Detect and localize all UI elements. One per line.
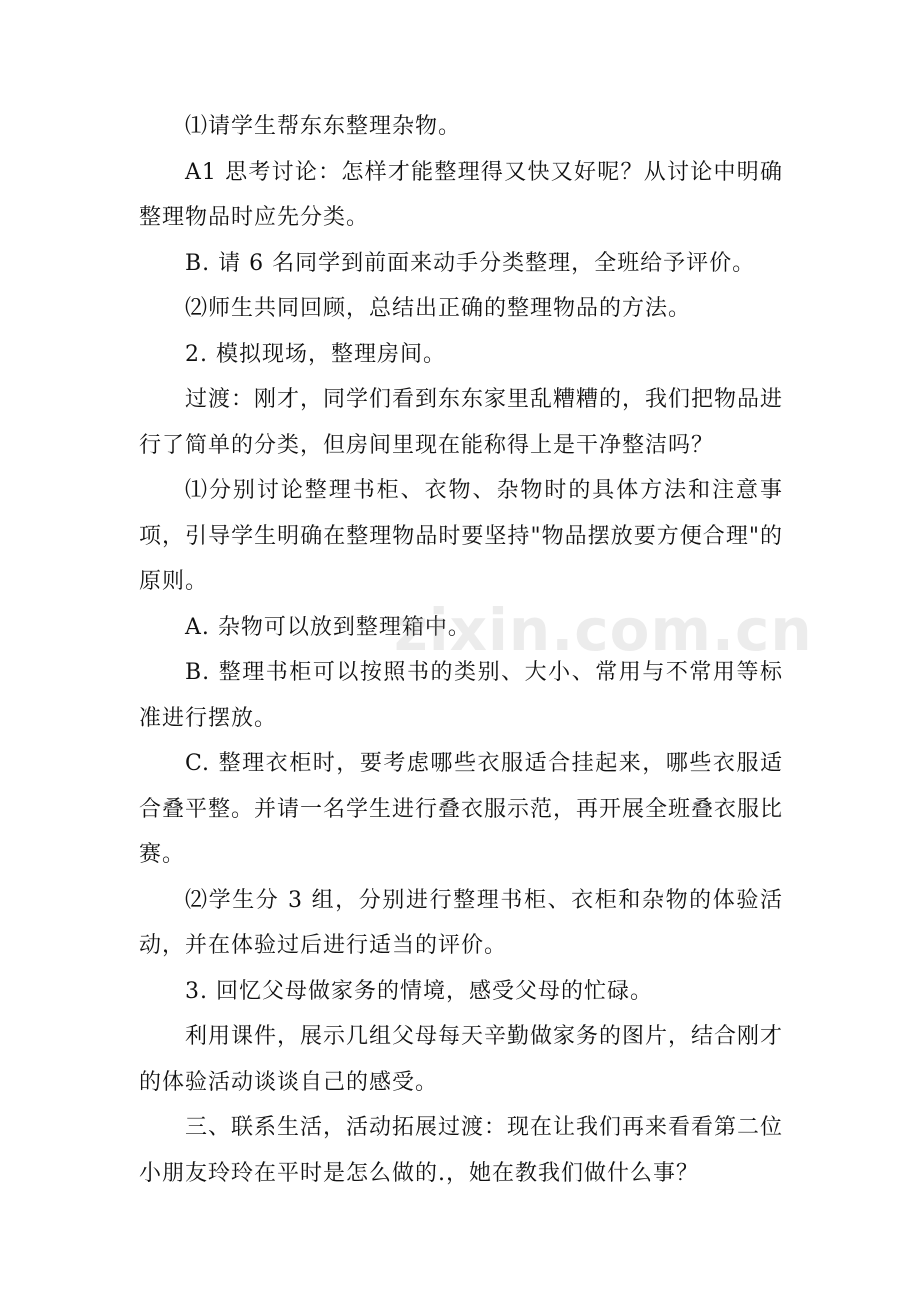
paragraph-13: 利用课件，展示几组父母每天辛勤做家务的图片，结合刚才的体验活动谈谈自己的感受。 [139, 1024, 784, 1095]
paragraph-3: B. 请 6 名同学到前面来动手分类整理，全班给予评价。 [185, 250, 756, 276]
paragraph-11: ⑵学生分 3 组，分别进行整理书柜、衣柜和杂物的体验活动，并在体验过后进行适当的评价。 [139, 887, 783, 958]
paragraph-9: B. 整理书柜可以按照书的类别、大小、常用与不常用等标准进行摆放。 [139, 660, 783, 731]
paragraph-5: 2. 模拟现场，整理房间。 [185, 341, 446, 367]
paragraph-7: ⑴分别讨论整理书柜、衣物、杂物时的具体方法和注意事项，引导学生明确在整理物品时要坚持"物品摆放要方便合理"的原则。 [139, 478, 783, 594]
paragraph-14: 三、联系生活，活动拓展过渡：现在让我们再来看看第二位小朋友玲玲在平时是怎么做的.，她在教我们做什么事？ [139, 1115, 784, 1186]
paragraph-12: 3. 回忆父母做家务的情境，感受父母的忙碌。 [185, 978, 653, 1004]
paragraph-8: A. 杂物可以放到整理箱中。 [185, 614, 471, 640]
paragraph-4: ⑵师生共同回顾，总结出正确的整理物品的方法。 [185, 296, 692, 321]
paragraph-6: 过渡：刚才，同学们看到东东家里乱糟糟的，我们把物品进行了简单的分类，但房间里现在能称得上是干净整洁吗？ [139, 387, 784, 458]
document-body [139, 104, 783, 1196]
paragraph-2: A1 思考讨论：怎样才能整理得又快又好呢？从讨论中明确整理物品时应先分类。 [139, 159, 783, 230]
watermark: zixin.com.cn [394, 596, 813, 664]
paragraph-10: C. 整理衣柜时，要考虑哪些衣服适合挂起来，哪些衣服适合叠平整。并请一名学生进行叠衣服示范，再开展全班叠衣服比赛。 [139, 751, 784, 867]
paragraph-1: ⑴请学生帮东东整理杂物。 [185, 114, 462, 139]
